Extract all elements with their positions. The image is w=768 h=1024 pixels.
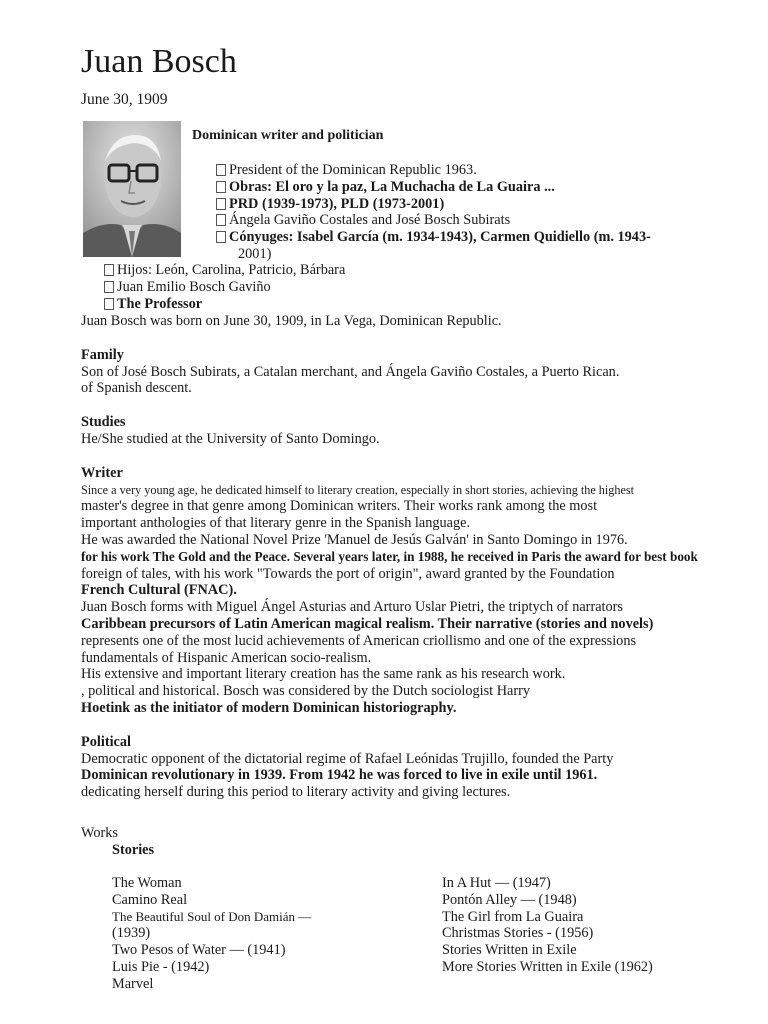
- fact-item: Ángela Gaviño Costales and José Bosch Subirats: [216, 212, 686, 229]
- writer-text: He was awarded the National Novel Prize 'Manuel de Jesús Galván' in Santo Domingo in 1976.: [81, 531, 628, 548]
- writer-text: for his work The Gold and the Peace. Several years later, in 1988, he received in Paris the award for best book: [81, 548, 698, 564]
- story-item: In A Hut — (1947): [442, 875, 551, 891]
- writer-text: fundamentals of Hispanic American socio-realism.: [81, 649, 372, 666]
- family-heading: Family: [81, 346, 124, 363]
- fact-item: President of the Dominican Republic 1963.: [216, 162, 686, 179]
- fact-list-secondary: [104, 262, 604, 312]
- missing-glyph-icon: [104, 281, 114, 293]
- fact-list: [216, 162, 686, 263]
- fact-continuation: 2001): [238, 245, 272, 262]
- story-item: Marvel: [112, 975, 154, 992]
- missing-glyph-icon: [104, 264, 114, 276]
- fact-item: PRD (1939-1973), PLD (1973-2001): [216, 196, 686, 213]
- stories-heading: Stories: [112, 842, 155, 858]
- page-title: Juan Bosch: [81, 43, 237, 80]
- family-text: of Spanish descent.: [81, 380, 192, 397]
- missing-glyph-icon: [216, 231, 226, 243]
- stories-column-1: [112, 875, 342, 993]
- writer-heading: Writer: [81, 464, 123, 481]
- political-text: Democratic opponent of the dictatorial regime of Rafael Leónidas Trujillo, founded the Party: [81, 750, 614, 767]
- fact-item: Juan Emilio Bosch Gaviño: [104, 279, 604, 296]
- birth-date: June 30, 1909: [81, 91, 168, 108]
- story-item: The Beautiful Soul of Don Damián —: [112, 908, 312, 924]
- missing-glyph-icon: [104, 298, 114, 310]
- writer-text: French Cultural (FNAC).: [81, 582, 237, 599]
- missing-glyph-icon: [216, 214, 226, 226]
- writer-text: His extensive and important literary creation has the same rank as his research work.: [81, 666, 566, 683]
- writer-text: important anthologies of that literary genre in the Spanish language.: [81, 515, 471, 532]
- fact-item: Cónyuges: Isabel García (m. 1934-1943), Carmen Quidiello (m. 1943-: [216, 229, 686, 246]
- stories-column-2: [442, 875, 702, 976]
- political-text: dedicating herself during this period to literary activity and giving lectures.: [81, 784, 511, 801]
- writer-text: , political and historical. Bosch was considered by the Dutch sociologist Harry: [81, 683, 531, 700]
- story-item: (1939): [112, 925, 151, 942]
- fact-item: The Professor: [104, 296, 604, 313]
- portrait-photo: [83, 121, 181, 257]
- family-text: Son of José Bosch Subirats, a Catalan merchant, and Ángela Gaviño Costales, a Puerto Rican.: [81, 363, 620, 380]
- story-item: Luis Pie - (1942): [112, 958, 210, 975]
- story-item: Christmas Stories - (1956): [442, 925, 594, 942]
- story-item: More Stories Written in Exile (1962): [442, 958, 653, 975]
- missing-glyph-icon: [216, 198, 226, 210]
- story-item: The Woman: [112, 875, 182, 891]
- fact-item: Hijos: León, Carolina, Patricio, Bárbara: [104, 262, 604, 279]
- subtitle: Dominican writer and politician: [192, 128, 384, 143]
- missing-glyph-icon: [216, 181, 226, 193]
- writer-text: Juan Bosch forms with Miguel Ángel Asturias and Arturo Uslar Pietri, the triptych of narrators: [81, 599, 623, 616]
- born-text: Juan Bosch was born on June 30, 1909, in La Vega, Dominican Republic.: [81, 313, 502, 329]
- writer-text: Caribbean precursors of Latin American magical realism. Their narrative (stories and novels): [81, 615, 654, 632]
- writer-text: master's degree in that genre among Dominican writers. Their works rank among the most: [81, 498, 598, 515]
- missing-glyph-icon: [216, 164, 226, 176]
- studies-text: He/She studied at the University of Santo Domingo.: [81, 430, 380, 447]
- political-text: Dominican revolutionary in 1939. From 1942 he was forced to live in exile until 1961.: [81, 767, 598, 784]
- works-label: Works: [81, 825, 118, 841]
- writer-text: foreign of tales, with his work "Towards the port of origin", award granted by the Foundation: [81, 565, 615, 582]
- story-item: Stories Written in Exile: [442, 942, 577, 959]
- writer-text: represents one of the most lucid achievements of American criollismo and one of the expressions: [81, 632, 637, 649]
- fact-item: Obras: El oro y la paz, La Muchacha de La Guaira ...: [216, 179, 686, 196]
- story-item: Camino Real: [112, 891, 188, 908]
- studies-heading: Studies: [81, 414, 126, 431]
- article-body: [81, 313, 746, 801]
- story-item: Pontón Alley — (1948): [442, 891, 577, 908]
- story-item: The Girl from La Guaira: [442, 908, 584, 925]
- political-heading: Political: [81, 733, 132, 750]
- story-item: Two Pesos of Water — (1941): [112, 942, 286, 959]
- writer-text: Hoetink as the initiator of modern Dominican historiography.: [81, 699, 457, 716]
- writer-text: Since a very young age, he dedicated himself to literary creation, especially in short stories, achieving the highest: [81, 482, 634, 497]
